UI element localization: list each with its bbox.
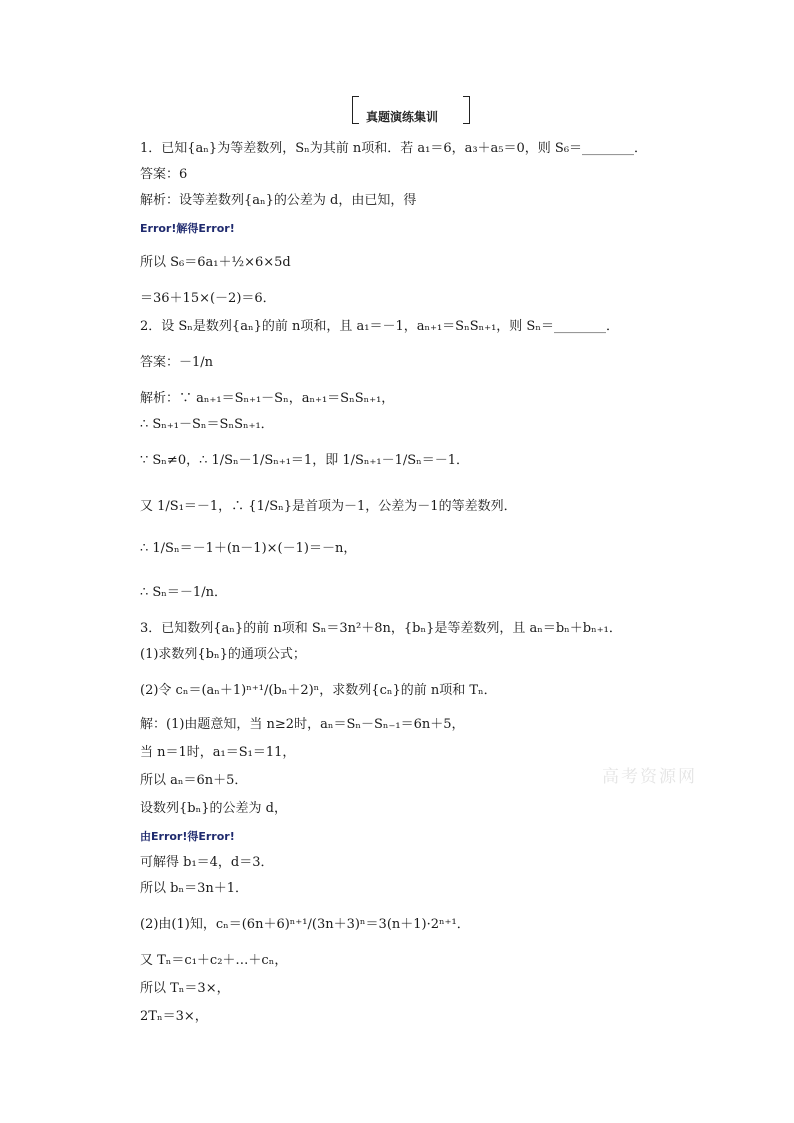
- line: 可解得 b₁＝4，d＝3．: [140, 855, 274, 870]
- line: 答案：－1/n: [140, 355, 214, 370]
- line: ∵ Sₙ≠0，∴ 1/Sₙ－1/Sₙ₊₁＝1，即 1/Sₙ₊₁－1/Sₙ＝－1．: [140, 453, 470, 468]
- line: 所以 Tₙ＝3×，: [140, 981, 230, 996]
- line: ＝36＋15×(－2)＝6．: [140, 291, 276, 306]
- section-title: 真题演练集训: [366, 110, 439, 124]
- watermark: 高考资源网: [602, 767, 697, 787]
- line: 所以 bₙ＝3n＋1．: [140, 881, 248, 896]
- line: 答案：6: [140, 167, 188, 182]
- line: 3．已知数列{aₙ}的前 n项和 Sₙ＝3n²＋8n，{bₙ}是等差数列，且 aₙ＝bₙ＋bₙ₊₁．: [140, 621, 622, 636]
- line: (1)求数列{bₙ}的通项公式；: [140, 647, 306, 662]
- line: 所以 S₆＝6a₁＋½×6×5d: [140, 255, 291, 270]
- line: 2．设 Sₙ是数列{aₙ}的前 n项和，且 a₁＝－1，aₙ₊₁＝SₙSₙ₊₁，则 Sₙ＝________．: [140, 319, 619, 334]
- line: 2Tₙ＝3×，: [140, 1009, 208, 1024]
- line: ∴ 1/Sₙ＝－1＋(n－1)×(－1)＝－n，: [140, 541, 357, 556]
- line: (2)令 cₙ＝(aₙ＋1)ⁿ⁺¹/(bₙ＋2)ⁿ，求数列{cₙ}的前 n项和 Tₙ．: [140, 683, 497, 698]
- section-heading: [352, 96, 470, 124]
- line: ∴ Sₙ＝－1/n．: [140, 585, 227, 600]
- line: 解：(1)由题意知，当 n≥2时，aₙ＝Sₙ－Sₙ₋₁＝6n＋5，: [140, 717, 465, 732]
- line: ∴ Sₙ₊₁－Sₙ＝SₙSₙ₊₁．: [140, 417, 274, 432]
- line: (2)由(1)知，cₙ＝(6n＋6)ⁿ⁺¹/(3n＋3)ⁿ＝3(n＋1)·2ⁿ⁺¹．: [140, 917, 470, 932]
- right-bracket-icon: [463, 96, 470, 124]
- line: 所以 aₙ＝6n＋5．: [140, 773, 248, 788]
- line: 1．已知{aₙ}为等差数列，Sₙ为其前 n项和．若 a₁＝6，a₃＋a₅＝0，则 S₆＝________．: [140, 141, 648, 156]
- line: 解析：设等差数列{aₙ}的公差为 d，由已知，得: [140, 193, 417, 208]
- line: 解析：∵ aₙ₊₁＝Sₙ₊₁－Sₙ，aₙ₊₁＝SₙSₙ₊₁，: [140, 391, 395, 406]
- line: 又 Tₙ＝c₁＋c₂＋…＋cₙ，: [140, 953, 288, 968]
- line: 设数列{bₙ}的公差为 d，: [140, 801, 287, 816]
- left-bracket-icon: [352, 96, 359, 124]
- error-line: 由Error!得Error!: [140, 830, 235, 843]
- line: 当 n＝1时，a₁＝S₁＝11，: [140, 745, 296, 760]
- line: 又 1/S₁＝－1，∴ {1/Sₙ}是首项为－1，公差为－1的等差数列．: [140, 499, 517, 514]
- error-line: Error!解得Error!: [140, 222, 235, 235]
